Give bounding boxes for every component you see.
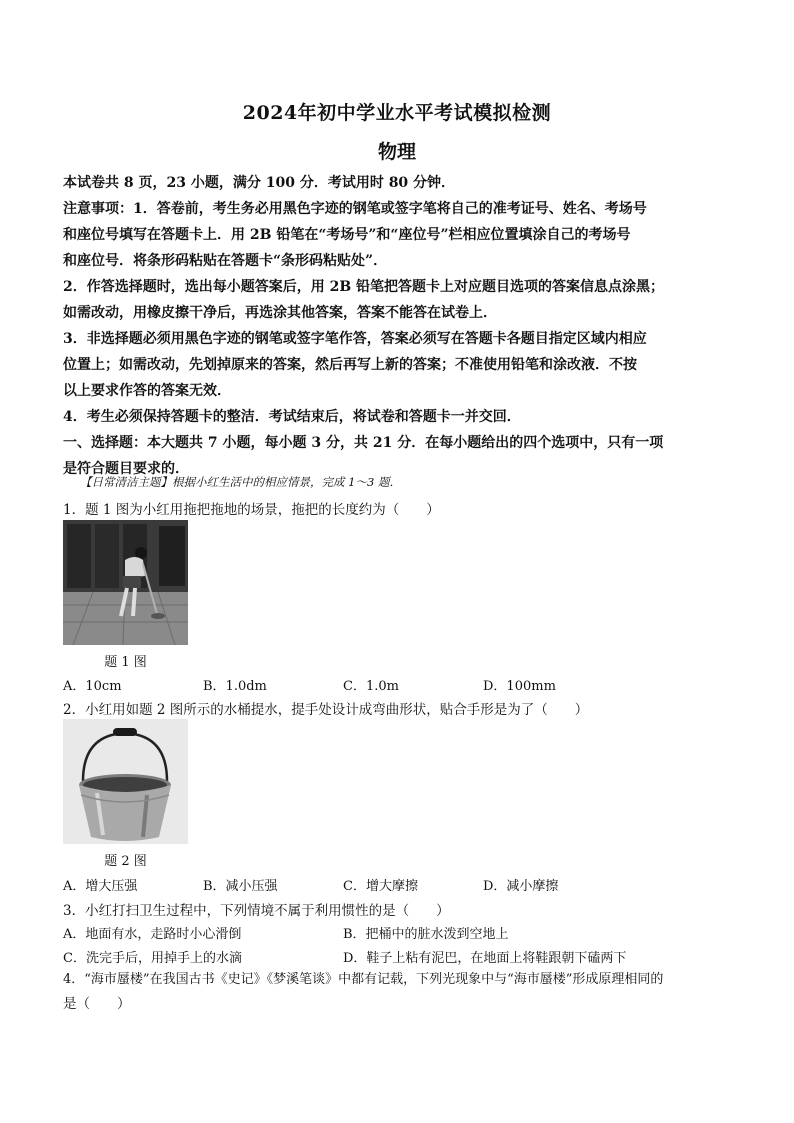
- question-1-option-b[interactable]: B．1.0dm: [203, 679, 267, 694]
- instructions-note-1-line-1: 注意事项：1．答卷前，考生务必用黑色字迹的钢笔或签字笔将自己的准考证号、姓名、考场号: [63, 201, 647, 217]
- question-1-option-c[interactable]: C．1.0m: [343, 679, 399, 694]
- question-2-option-c[interactable]: C．增大摩擦: [343, 879, 418, 894]
- instructions-note-3-line-2: 位置上；如需改动，先划掉原来的答案，然后再写上新的答案；不准使用铅笔和涂改液．不按: [63, 357, 637, 373]
- instructions-note-2-line-2: 如需改动，用橡皮擦干净后，再选涂其他答案，答案不能答在试卷上．: [63, 305, 497, 321]
- question-1-option-a[interactable]: A．10cm: [63, 679, 122, 694]
- question-2-option-a[interactable]: A．增大压强: [63, 879, 138, 894]
- question-2-stem: 2．小红用如题 2 图所示的水桶提水，提手处设计成弯曲形状，贴合手形是为了（ ）: [63, 702, 589, 718]
- instructions-note-1-line-3: 和座位号．将条形码粘贴在答题卡“条形码粘贴处”．: [63, 253, 388, 269]
- question-3-option-a[interactable]: A．地面有水，走路时小心滑倒: [63, 927, 242, 942]
- exam-title: 2024年初中学业水平考试模拟检测: [242, 102, 552, 124]
- instructions-note-3-line-1: 3．非选择题必须用黑色字迹的钢笔或签字笔作答，答案必须写在答题卡各题目指定区域内相应: [63, 331, 647, 347]
- question-4-stem: [63, 968, 739, 1016]
- mopping-photo: [63, 520, 188, 645]
- question-1-stem: 1．题 1 图为小红用拖把拖地的场景，拖把的长度约为（ ）: [63, 502, 440, 518]
- instructions-note-2-line-1: 2．作答选择题时，选出每小题答案后，用 2B 铅笔把答题卡上对应题目选项的答案信息点涂黑；: [63, 279, 665, 295]
- question-3-option-b[interactable]: B．把桶中的脏水泼到空地上: [343, 927, 509, 942]
- question-4-stem-line-2: 是（ ）: [63, 996, 131, 1012]
- instructions-note-1-line-2: 和座位号填写在答题卡上．用 2B 铅笔在“考场号”和“座位号”栏相应位置填涂自己的考场号: [63, 227, 631, 243]
- figure-1-caption: 题 1 图: [104, 655, 147, 670]
- question-4-stem-line-1: 4．“海市蜃楼”在我国古书《史记》《梦溪笔谈》中都有记载，下列光现象中与“海市蜃楼”形成原理相同的: [63, 972, 664, 987]
- section-1-heading-line-2: 是符合题目要求的．: [63, 461, 189, 477]
- bucket-photo: [63, 719, 188, 844]
- question-3-stem: 3．小红打扫卫生过程中，下列情境不属于利用惯性的是（ ）: [63, 903, 450, 919]
- figure-2-caption: 题 2 图: [104, 854, 147, 869]
- question-2-option-d[interactable]: D．减小摩擦: [483, 879, 559, 894]
- instructions-note-3-line-3: 以上要求作答的答案无效．: [63, 383, 231, 399]
- instructions-summary: 本试卷共 8 页，23 小题，满分 100 分．考试用时 80 分钟．: [63, 175, 456, 191]
- question-3-option-c[interactable]: C．洗完手后，用掉手上的水滴: [63, 951, 242, 966]
- mopping-scene-image: [63, 520, 188, 645]
- section-1-heading-line-1: 一、选择题：本大题共 7 小题，每小题 3 分，共 21 分．在每小题给出的四个选项中，只有一项: [63, 435, 664, 451]
- question-3-option-d[interactable]: D．鞋子上粘有泥巴，在地面上将鞋跟朝下磕两下: [343, 951, 627, 966]
- theme-instruction: 【日常清洁主题】根据小红生活中的相应情景，完成 1～3 题．: [80, 475, 401, 489]
- question-2-options: [63, 875, 743, 895]
- question-1-option-d[interactable]: D．100mm: [483, 679, 556, 694]
- instructions-note-4: 4．考生必须保持答题卡的整洁．考试结束后，将试卷和答题卡一并交回．: [63, 409, 521, 425]
- question-2-option-b[interactable]: B．减小压强: [203, 879, 278, 894]
- instructions-block: [63, 170, 739, 482]
- exam-subject: 物理: [377, 141, 416, 163]
- question-3-options-row-1: [63, 923, 743, 943]
- question-1-options: [63, 675, 743, 695]
- question-3-options-row-2: [63, 947, 743, 967]
- bucket-image: [63, 719, 188, 844]
